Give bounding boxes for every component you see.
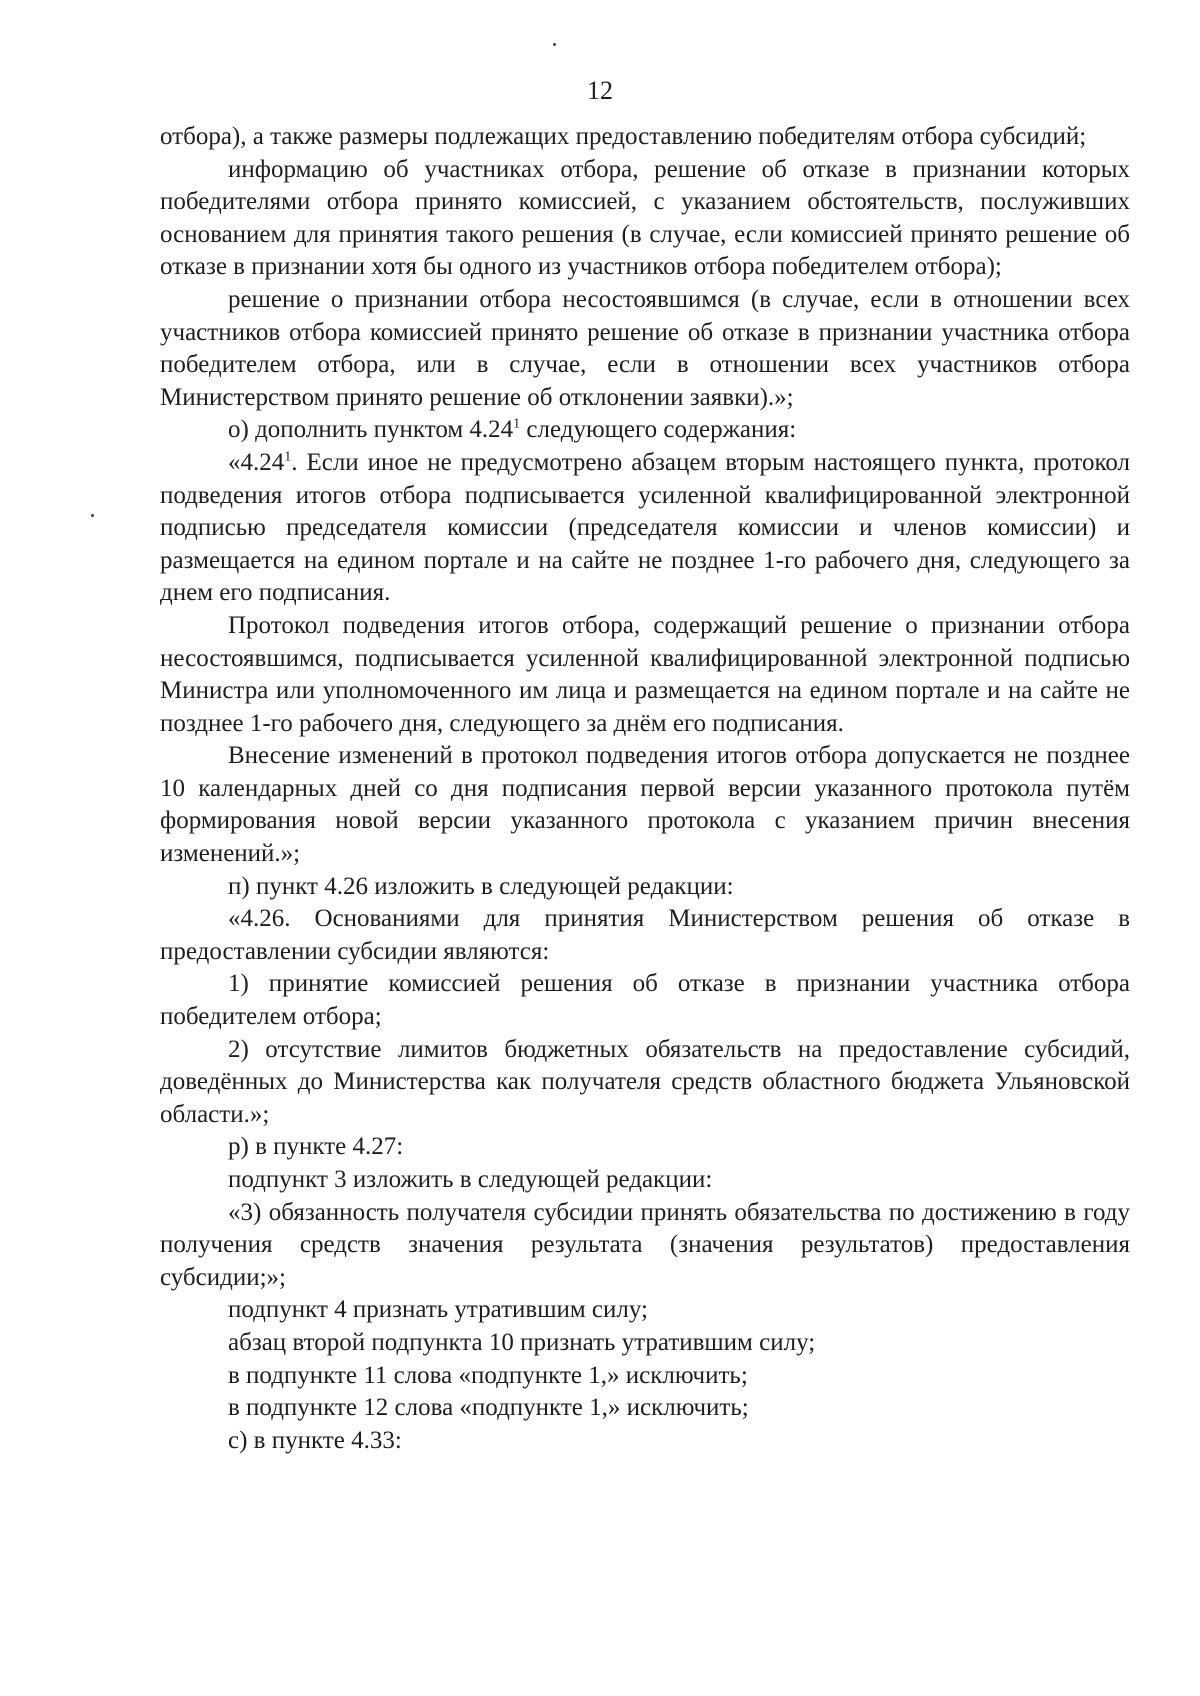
paragraph-amend-p: п) пункт 4.26 изложить в следующей редакции: bbox=[228, 872, 734, 900]
clause-4-24-1-superscript: 1 bbox=[284, 449, 292, 465]
paragraph-subitem-4: подпункт 4 признать утратившим силу; bbox=[228, 1296, 648, 1324]
paragraph-selection-info-end: отбора), а также размеры подлежащих предоставлению победителям отбора субсидий; bbox=[160, 123, 1087, 150]
scan-speck-top bbox=[553, 43, 556, 46]
clause-4-24-1-text: . Если иное не предусмотрено абзацем вторым настоящего пункта, протокол подведения итогов отбора подписывается усиленной квалифицированной электронной подписью председателя комиссии (председателя комиссии и членов комиссии) и размещается на едином портале и на сайте не позднее 1-го рабочего дня, следующего за днем его подписания. bbox=[160, 448, 1130, 607]
paragraph-participants-info: информацию об участниках отбора, решение об отказе в признании которых победителями отбора принято комиссией, с указанием обстоятельств, послуживших основанием для принятия такого решения (в случае, если комиссией принято решение об отказе в признании хотя бы одного из участников отбора победителем отбора); bbox=[160, 155, 1130, 281]
amend-o-text-end: следующего содержания: bbox=[520, 416, 797, 444]
amend-o-superscript: 1 bbox=[513, 417, 521, 433]
paragraph-subitem-11: в подпункте 11 слова «подпункте 1,» исключить; bbox=[228, 1361, 748, 1389]
paragraph-subitem-10: абзац второй подпункта 10 признать утратившим силу; bbox=[228, 1328, 816, 1356]
paragraph-clause-4-26-item-1: 1) принятие комиссией решения об отказе в признании участника отбора победителем отбора; bbox=[160, 970, 1130, 1031]
page-number: 12 bbox=[587, 76, 613, 105]
paragraph-amend-o bbox=[160, 414, 1130, 447]
paragraph-subitem-3-text: «3) обязанность получателя субсидии принять обязательства по достижению в году получения средств значения результата (значения результатов) предоставления субсидии;»; bbox=[160, 1198, 1130, 1291]
paragraph-amend-r: р) в пункте 4.27: bbox=[228, 1133, 404, 1161]
paragraph-protocol-minister: Протокол подведения итогов отбора, содержащий решение о признании отбора несостоявшимся, подписывается усиленной квалифицированной электронной подписью Министра или уполномоченного им лица и размещается на едином портале и на сайте не позднее 1-го рабочего дня, следующего за днём его подписания. bbox=[160, 611, 1130, 737]
amend-o-text: о) дополнить пунктом 4.24 bbox=[228, 416, 514, 444]
paragraph-clause-4-26: «4.26. Основаниями для принятия Министерством решения об отказе в предоставлении субсидии являются: bbox=[160, 905, 1130, 965]
paragraph-subitem-12: в подпункте 12 слова «подпункте 1,» исключить; bbox=[228, 1394, 749, 1422]
paragraph-amend-s: с) в пункте 4.33: bbox=[228, 1426, 402, 1454]
paragraph-subitem-3-intro: подпункт 3 изложить в следующей редакции: bbox=[228, 1166, 713, 1193]
paragraph-clause-4-24-1 bbox=[160, 447, 1130, 610]
scan-speck-left bbox=[91, 514, 94, 517]
clause-4-24-1-number: «4.24 bbox=[228, 448, 285, 476]
paragraph-protocol-changes: Внесение изменений в протокол подведения итогов отбора допускается не позднее 10 календарных дней со дня подписания первой версии указанного протокола путём формирования новой версии указанного протокола с указанием причин внесения изменений.»; bbox=[160, 742, 1130, 868]
paragraph-clause-4-26-item-2: 2) отсутствие лимитов бюджетных обязательств на предоставление субсидий, доведённых до Министерства как получателя средств областного бюджета Ульяновской области.»; bbox=[160, 1035, 1130, 1128]
document-body bbox=[160, 121, 1130, 1457]
paragraph-selection-failed: решение о признании отбора несостоявшимся (в случае, если в отношении всех участников отбора комиссией принято решение об отказе в признании участника отбора победителем отбора, или в случае, если в отношении всех участников отбора Министерством принято решение об отклонении заявки).»; bbox=[160, 285, 1130, 411]
